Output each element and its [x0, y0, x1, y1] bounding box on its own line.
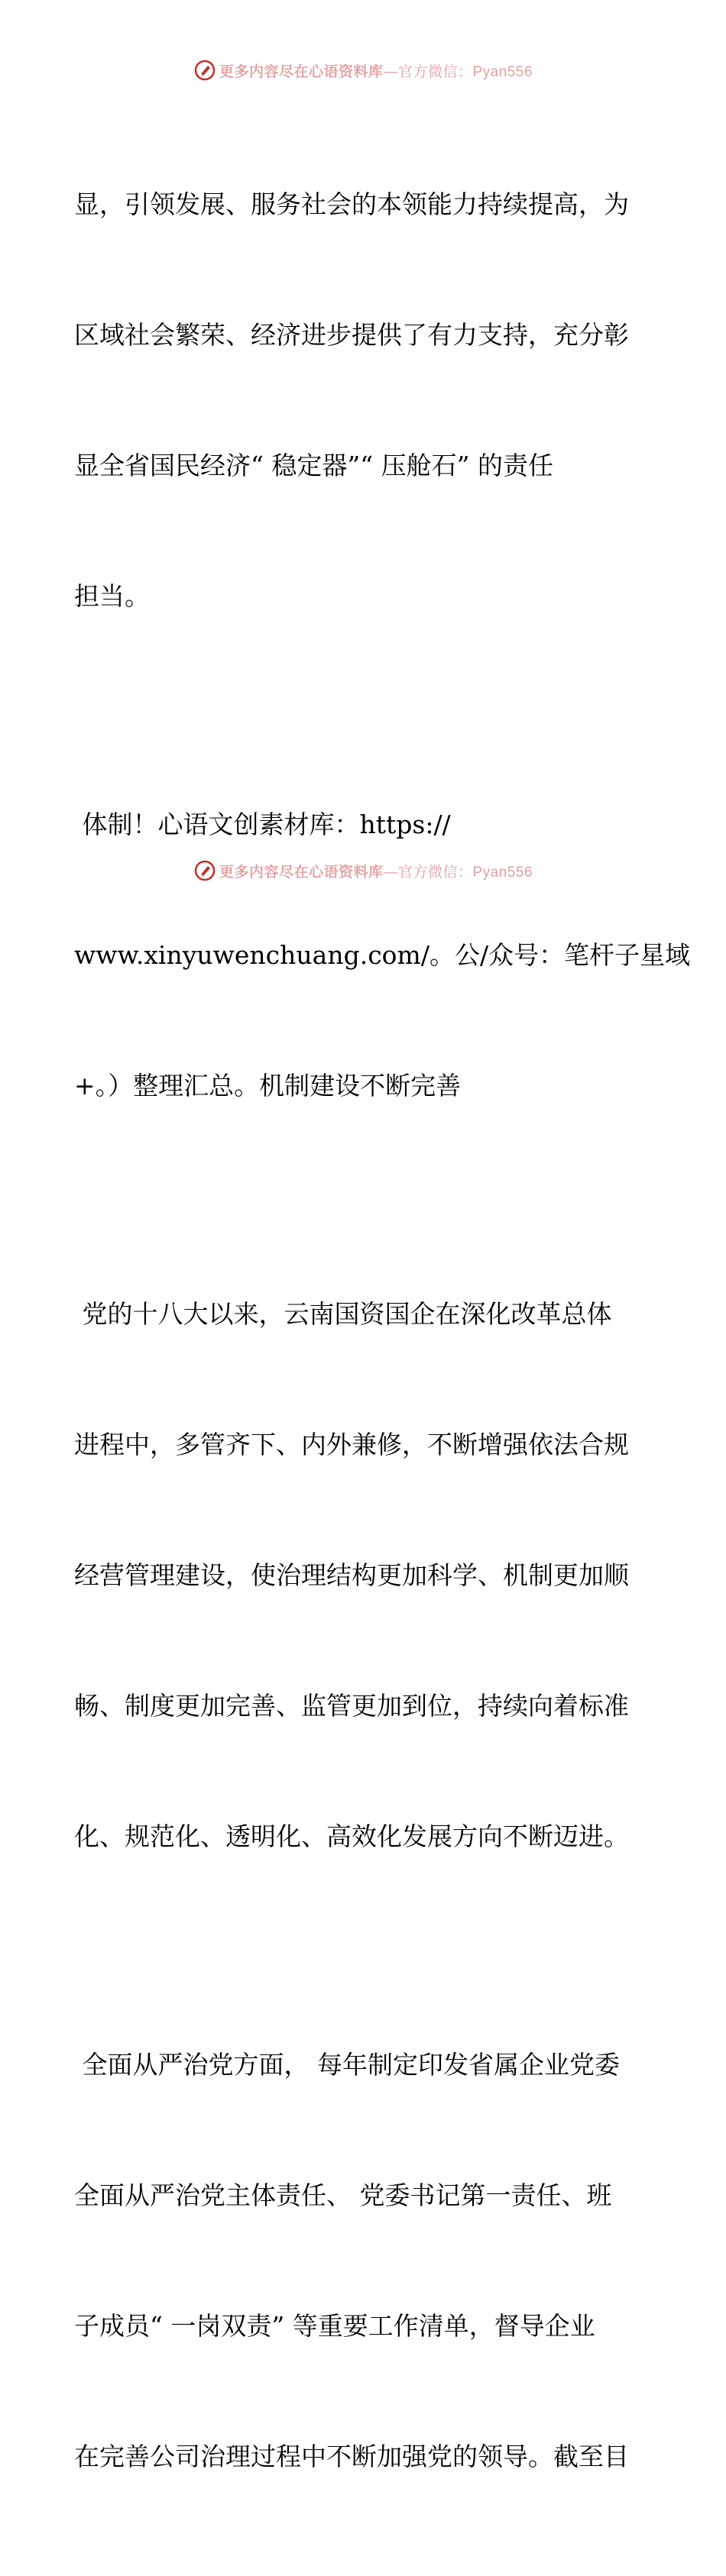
text-line: 在完善公司治理过程中不断加强党的领导。截至目: [74, 2442, 629, 2471]
document-body: [74, 95, 691, 2576]
paragraph-3: [74, 1205, 655, 1945]
text-line: www.xinyuwenchuang.com/。公/众号：笔杆子星域: [74, 940, 691, 970]
text-line: 全面从严治党方面， 每年制定印发省属企业党委: [74, 2050, 620, 2080]
text-line: +。）整理汇总。机制建设不断完善: [74, 1071, 462, 1101]
text-line: 化、规范化、透明化、高效化发展方向不断迈进。: [74, 1821, 629, 1851]
banner-main-text: 更多内容尽在心语资料库: [219, 863, 384, 881]
banner-main-text: 更多内容尽在心语资料库: [219, 63, 384, 80]
header-banner: [0, 55, 726, 86]
text-line: 子成员“ 一岗双责” 等重要工作清单，督导企业: [74, 2311, 595, 2341]
text-line: 全面从严治党主体责任、 党委书记第一责任、班: [74, 2180, 612, 2210]
text-line: 显全省国民经济“ 稳定器”“ 压舱石” 的责任: [74, 451, 553, 480]
text-line: 经营管理建设，使治理结构更加科学、机制更加顺: [74, 1560, 629, 1590]
pen-nib-logo-icon: [193, 859, 216, 882]
footer-banner: [0, 855, 726, 886]
text-line: 党的十八大以来，云南国资国企在深化改革总体: [74, 1299, 612, 1329]
text-line: 区域社会繁荣、经济进步提供了有力支持，充分彰: [74, 320, 629, 350]
text-line: 显，引领发展、服务社会的本领能力持续提高，为: [74, 189, 629, 219]
banner-sub-text: —官方微信：Pyan556: [383, 864, 533, 881]
paragraph-1: [74, 95, 655, 705]
paragraph-2: [74, 716, 691, 1194]
text-line: 畅、制度更加完善、监管更加到位，持续向着标准: [74, 1691, 629, 1721]
paragraph-4: [74, 1956, 655, 2565]
text-line: 体制！心语文创素材库：https://: [74, 810, 451, 839]
text-line: 进程中，多管齐下、内外兼修，不断增强依法合规: [74, 1430, 629, 1459]
text-line: 担当。: [74, 581, 150, 611]
banner-sub-text: —官方微信：Pyan556: [383, 63, 533, 80]
pen-nib-logo-icon: [193, 59, 216, 82]
